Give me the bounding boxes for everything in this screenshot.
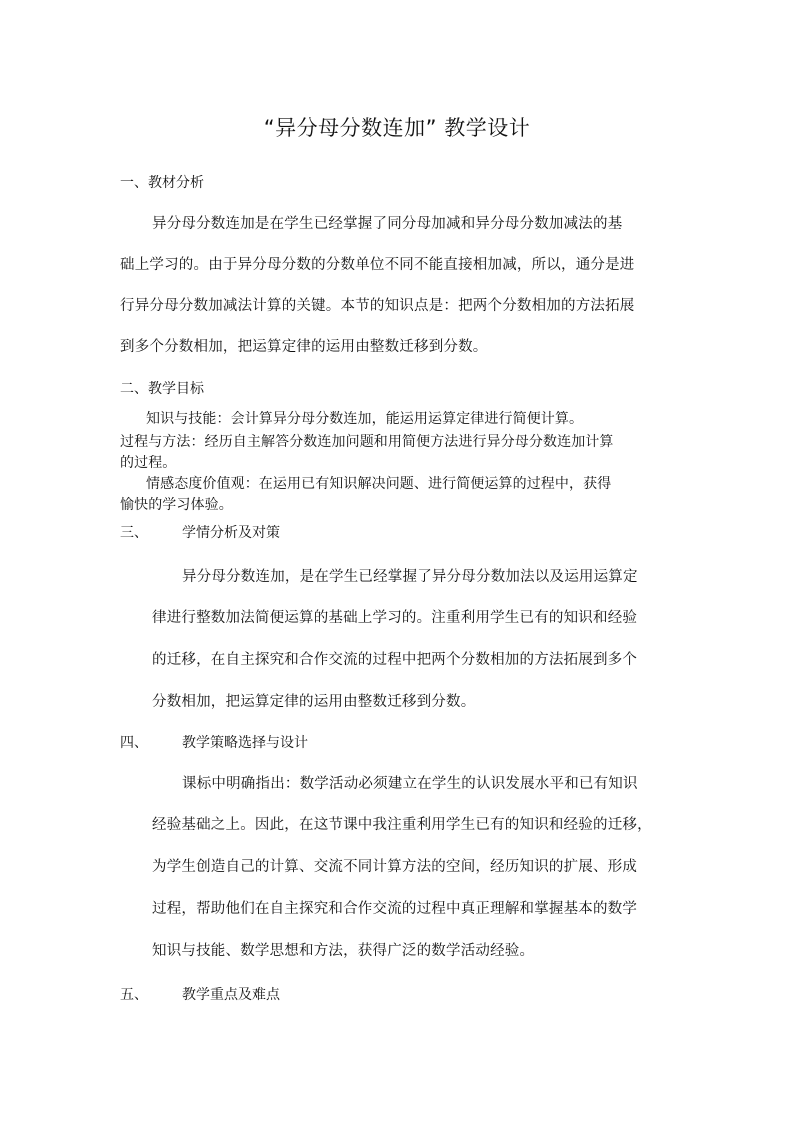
paragraph-line: 过程与方法：经历自主解答分数连加问题和用简便方法进行异分母分数连加计算	[120, 434, 614, 450]
paragraph-line: 情感态度价值观：在运用已有知识解决问题、进行简便运算的过程中，获得	[146, 476, 612, 492]
section-number: 三、	[120, 525, 148, 541]
paragraph-line: 为学生创造自己的计算、交流不同计算方法的空间，经历知识的扩展、形成	[152, 859, 638, 875]
document-title: “异分母分数连加” 教学设计	[263, 116, 531, 140]
section-heading-student-analysis	[120, 522, 280, 542]
section-number: 五、	[120, 987, 148, 1003]
paragraph-line: 到多个分数相加，把运算定律的运用由整数迁移到分数。	[120, 339, 488, 355]
paragraph-line: 知识与技能、数学思想和方法，获得广泛的数学活动经验。	[152, 943, 535, 959]
section-heading-label: 教学策略选择与设计	[182, 735, 308, 751]
section-heading-key-points	[120, 984, 280, 1004]
paragraph-line: 经验基础之上。因此，在这节课中我注重利用学生已有的知识和经验的迁移，	[152, 817, 652, 833]
section-heading-label: 教学重点及难点	[182, 987, 280, 1003]
section-heading-teaching-goals: 二、教学目标	[120, 381, 204, 397]
section-heading-teaching-strategy	[120, 732, 308, 752]
paragraph-line: 律进行整数加法简便运算的基础上学习的。注重利用学生已有的知识和经验	[152, 610, 638, 626]
paragraph-line: 异分母分数连加，是在学生已经掌握了异分母分数加法以及运用运算定	[182, 569, 638, 585]
paragraph-line: 课标中明确指出：数学活动必须建立在学生的认识发展水平和已有知识	[182, 776, 638, 792]
paragraph-line: 愉快的学习体验。	[120, 497, 233, 513]
paragraph-line: 过程，帮助他们在自主探究和合作交流的过程中真正理解和掌握基本的数学	[152, 901, 638, 917]
paragraph-line: 知识与技能：会计算异分母分数连加，能运用运算定律进行简便计算。	[146, 411, 584, 427]
paragraph-line: 异分母分数连加是在学生已经掌握了同分母加减和异分母分数加减法的基	[152, 216, 623, 232]
paragraph-line: 的过程。	[120, 455, 177, 471]
paragraph-line: 行异分母分数加减法计算的关键。本节的知识点是：把两个分数相加的方法拓展	[120, 298, 635, 314]
paragraph-line: 的迁移，在自主探究和合作交流的过程中把两个分数相加的方法拓展到多个	[152, 652, 638, 668]
section-number: 四、	[120, 735, 148, 751]
section-heading-label: 学情分析及对策	[182, 525, 280, 541]
paragraph-line: 分数相加，把运算定律的运用由整数迁移到分数。	[152, 694, 476, 710]
section-heading-textbook-analysis: 一、教材分析	[120, 175, 204, 191]
paragraph-line: 础上学习的。由于异分母分数的分数单位不同不能直接相加减，所以，通分是进	[120, 257, 635, 273]
